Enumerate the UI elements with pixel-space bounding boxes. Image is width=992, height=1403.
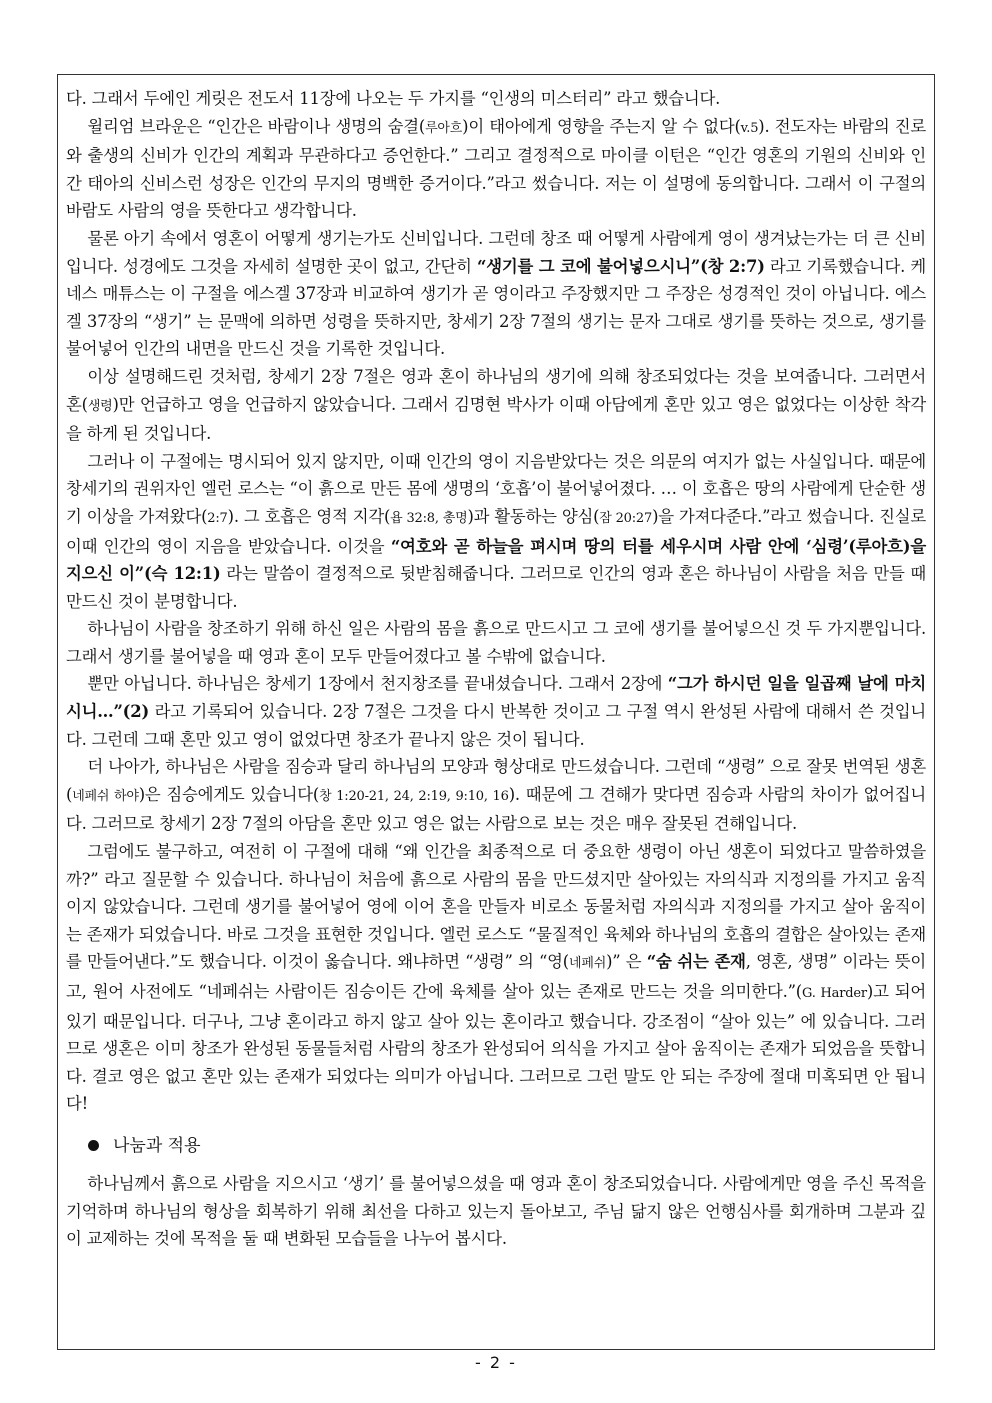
paragraph-7: 뿐만 아닙니다. 하나님은 창세기 1장에서 천지창조를 끝내셨습니다. 그래서 2장에 “그가 하시던 일을 일곱째 날에 마치시니…”(2) 라고 기록되어 있습니다. 2장 7절은 그것을 다시 반복한 것이고 그 구절 역시 완성된 사람에 대해서 쓴 것입니다. 그런데 그때 혼만 있고 영이 없었다면 창조가 끝나지 않은 것이 됩니다.: [66, 674, 926, 749]
paragraph-application: 하나님께서 흙으로 사람을 지으시고 ‘생기’ 를 불어넣으셨을 때 영과 혼이 창조되었습니다. 사람에게만 영을 주신 목적을 기억하며 하나님의 형상을 회복하기 위해 최선을 다하고 있는지 돌아보고, 주님 닮지 않은 언행심사를 회개하며 그분과 깊이 교제하는 것에 목적을 둘 때 변화된 모습들을 나누어 봅시다.: [66, 1173, 926, 1249]
page-number: - 2 -: [475, 1353, 517, 1372]
paragraph-8: 더 나아가, 하나님은 사람을 짐승과 달리 하나님의 모양과 형상대로 만드셨습니다. 그런데 “생령” 으로 잘못 번역된 생혼(네페쉬 하야)은 짐승에게도 있습니다(창 1:20-21, 24, 2:19, 9:10, 16). 때문에 그 견해가 맞다면 짐승과 사람의 차이가 없어집니다. 그러므로 창세기 2장 7절의 아담을 혼만 있고 영은 없는 사람으로 보는 것은 매우 잘못된 견해입니다.: [66, 757, 926, 834]
scripture-quote-genesis-2-2: “그가 하시던 일을 일곱째 날에 마치시니…”(2): [66, 674, 926, 722]
paragraph-1: 다. 그래서 두에인 게릿은 전도서 11장에 나오는 두 가지를 “인생의 미스터리” 라고 했습니다.: [66, 89, 721, 108]
bold-phrase-breathing-being: “숨 쉬는 존재: [646, 952, 746, 972]
paragraph-2: 윌리엄 브라운은 “인간은 바람이나 생명의 숨결(루아흐)이 태아에게 영향을 주는지 알 수 없다(v.5). 전도자는 바람의 진로와 출생의 신비가 인간의 계획과 무관하다고 증언한다.” 그리고 결정적으로 마이클 이턴은 “인간 영혼의 기원의 신비와 인간 태아의 신비스런 성장은 인간의 무지의 명백한 증거이다.”라고 썼습니다. 저는 이 설명에 동의합니다. 그래서 이 구절의 바람도 사람의 영을 뜻한다고 생각합니다.: [66, 116, 926, 221]
paragraph-4: 이상 설명해드린 것처럼, 창세기 2장 7절은 영과 혼이 하나님의 생기에 의해 창조되었다는 것을 보여줍니다. 그러면서 혼(생령)만 언급하고 영을 언급하지 않았습니다. 그래서 김명현 박사가 이때 아담에게 혼만 있고 영은 없었다는 이상한 착각을 하게 된 것입니다.: [66, 366, 926, 444]
paragraph-9: 그럼에도 불구하고, 여전히 이 구절에 대해 “왜 인간을 최종적으로 더 중요한 생령이 아닌 생혼이 되었다고 말씀하였을까?” 라고 질문할 수 있습니다. 하나님이 처음에 흙으로 사람의 몸을 만드셨지만 살아있는 자의식과 지정의를 가지고 움직이지 않았습니다. 그런데 생기를 불어넣어 영에 이어 혼을 만들자 비로소 동물처럼 자의식과 지정의를 가지고 살아 움직이는 존재가 되었습니다. 바로 그것을 표현한 것입니다. 엘런 로스도 “물질적인 육체와 하나님의 호흡의 결합은 살아있는 존재를 만들어낸다.”도 했습니다. 이것이 옳습니다. 왜냐하면 “생령” 의 “영(네페쉬)” 은 “숨 쉬는 존재, 영혼, 생명” 이라는 뜻이고, 원어 사전에도 “네페쉬는 사람이든 짐승이든 간에 육체를 살아 있는 존재로 만드는 것을 의미한다.”(G. Harder)고 되어 있기 때문입니다. 더구나, 그냥 혼이라고 하지 않고 살아 있는 혼이라고 했습니다. 강조점이 “살아 있는” 에 있습니다. 그러므로 생혼은 이미 창조가 완성된 동물들처럼 사람의 창조가 완성되어 의식을 가지고 살아 움직이는 존재가 되었음을 뜻합니다. 결코 영은 없고 혼만 있는 존재가 되었다는 의미가 아닙니다. 그러므로 그런 말도 안 되는 주장에 절대 미혹되면 안 됩니다!: [66, 842, 926, 1114]
scripture-quote-zechariah-12-1: “여호와 곧 하늘을 펴시며 땅의 터를 세우시며 사람 안에 ‘심령’(루아흐)을 지으신 이”(슥 12:1): [66, 536, 926, 584]
scripture-quote-genesis-2-7: “생기를 그 코에 불어넣으시니”(창 2:7): [477, 256, 765, 276]
content-frame: [57, 74, 935, 1350]
section-heading-label: 나눔과 적용: [113, 1135, 201, 1156]
paragraph-3: 물론 아기 속에서 영혼이 어떻게 생기는가도 신비입니다. 그런데 창조 때 어떻게 사람에게 영이 생겨났는가는 더 큰 신비입니다. 성경에도 그것을 자세히 설명한 곳이 없고, 간단히 “생기를 그 코에 불어넣으시니”(창 2:7) 라고 기록했습니다. 케네스 매튜스는 이 구절을 에스겔 37장과 비교하여 생기가 곧 영이라고 주장했지만 그 주장은 성경적인 것이 아닙니다. 에스겔 37장의 “생기” 는 문맥에 의하면 성령을 뜻하지만, 창세기 2장 7절의 생기는 문자 그대로 생기를 뜻하는 것으로, 생기를 불어넣어 인간의 내면을 만드신 것을 기록한 것입니다.: [66, 228, 926, 359]
bullet-icon: [88, 1140, 99, 1151]
paragraph-6: 하나님이 사람을 창조하기 위해 하신 일은 사람의 몸을 흙으로 만드시고 그 코에 생기를 불어넣으신 것 두 가지뿐입니다. 그래서 생기를 불어넣을 때 영과 혼이 모두 만들어졌다고 볼 수밖에 없습니다.: [66, 619, 926, 666]
paragraph-5: 그러나 이 구절에는 명시되어 있지 않지만, 이때 인간의 영이 지음받았다는 것은 의문의 여지가 없는 사실입니다. 때문에 창세기의 권위자인 엘런 로스는 “이 흙으로 만든 몸에 생명의 ‘호흡’이 불어넣어졌다. … 이 호흡은 땅의 사람에게 단순한 생기 이상을 가져왔다(2:7). 그 호흡은 영적 지각(욥 32:8, 총명)과 활동하는 양심(잠 20:27)을 가져다준다.”라고 썼습니다. 진실로 이때 인간의 영이 지음을 받았습니다. 이것을 “여호와 곧 하늘을 펴시며 땅의 터를 세우시며 사람 안에 ‘심령’(루아흐)을 지으신 이”(슥 12:1) 라는 말씀이 결정적으로 뒷받침해줍니다. 그러므로 인간의 영과 혼은 하나님이 사람을 처음 만들 때 만드신 것이 분명합니다.: [66, 451, 926, 611]
section-heading: [88, 1132, 926, 1160]
